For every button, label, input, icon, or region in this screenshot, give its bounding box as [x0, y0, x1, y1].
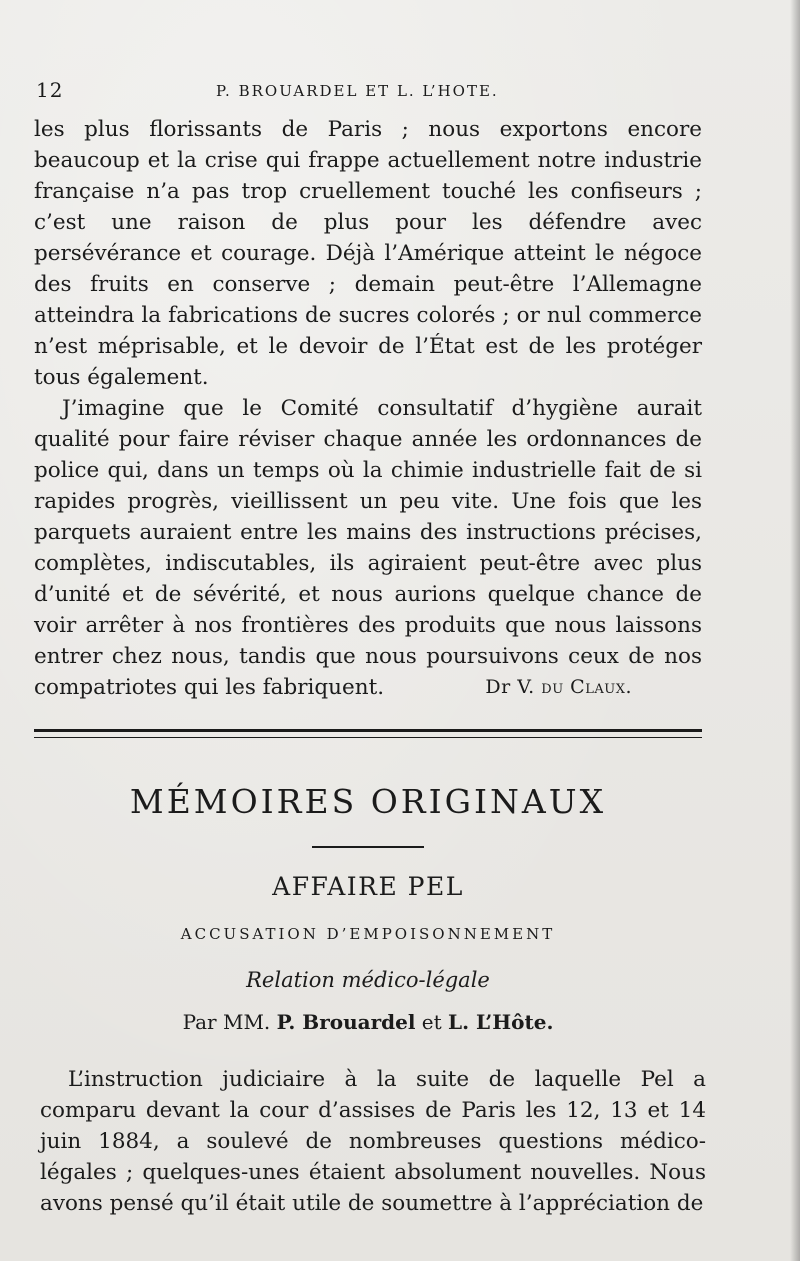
author-lhote: L. L’Hôte.	[448, 1010, 554, 1034]
article-authors	[34, 1010, 702, 1034]
signature-name: du Claux.	[541, 676, 632, 698]
page-edge-shadow	[790, 0, 800, 1261]
short-rule-divider	[312, 846, 424, 848]
intro-paragraph: L’instruction judiciaire à la suite de laquelle Pel a comparu devant la cour d’assises de Paris les 12, 13 et 14 juin 1884, a soulevé de nombreuses questions médico-légales ; quelques-unes étaient absolument nouvelles. Nous avons pensé qu’il était utile de soumettre à l’appréciation de	[40, 1067, 706, 1216]
authors-join: et	[415, 1010, 449, 1034]
signature-prefix: Dr V.	[485, 676, 542, 698]
paragraph-continuation: les plus florissants de Paris ; nous exportons encore beaucoup et la crise qui frappe actuellement notre industrie française n’a pas trop cruellement touché les confiseurs ; c’est une raison de plus pour les défendre avec persévérance et courage. Déjà l’Amérique atteint le négoce des fruits en conserve ; demain peut-être l’Allemagne atteindra la fabrications de sucres colorés ; or nul commerce n’est méprisable, et le devoir de l’État est de les protéger tous également.	[34, 117, 702, 390]
author-brouardel: P. Brouardel	[276, 1010, 416, 1034]
double-rule-divider	[34, 729, 702, 738]
intro-text	[40, 1064, 706, 1219]
running-head: P. BROUARDEL ET L. L’HOTE.	[216, 82, 499, 100]
paragraph-comite: J’imagine que le Comité consultatif d’hygiène aurait qualité pour faire réviser chaque année les ordonnances de police qui, dans un temps où la chimie industrielle fait de si rapides progrès, vieillissent un peu vite. Une fois que les parquets auraient entre les mains des instructions précises, complètes, indiscutables, ils agiraient peut-être avec plus d’unité et de sévérité, et nous aurions quelque chance de voir arrêter à nos frontières des produits que nous laissons entrer chez nous, tandis que nous poursuivons ceux de nos compatriotes qui les fabriquent.	[34, 396, 702, 700]
page-header	[36, 78, 736, 102]
article-subtitle: ACCUSATION D’EMPOISONNEMENT	[180, 925, 556, 943]
page-number: 12	[36, 78, 64, 102]
signature	[485, 676, 632, 698]
authors-prefix: Par MM.	[182, 1010, 277, 1034]
body-text	[34, 114, 702, 703]
section-title: MÉMOIRES ORIGINAUX	[129, 782, 607, 821]
article-relation: Relation médico-légale	[246, 968, 490, 992]
article-title: AFFAIRE PEL	[272, 872, 464, 901]
